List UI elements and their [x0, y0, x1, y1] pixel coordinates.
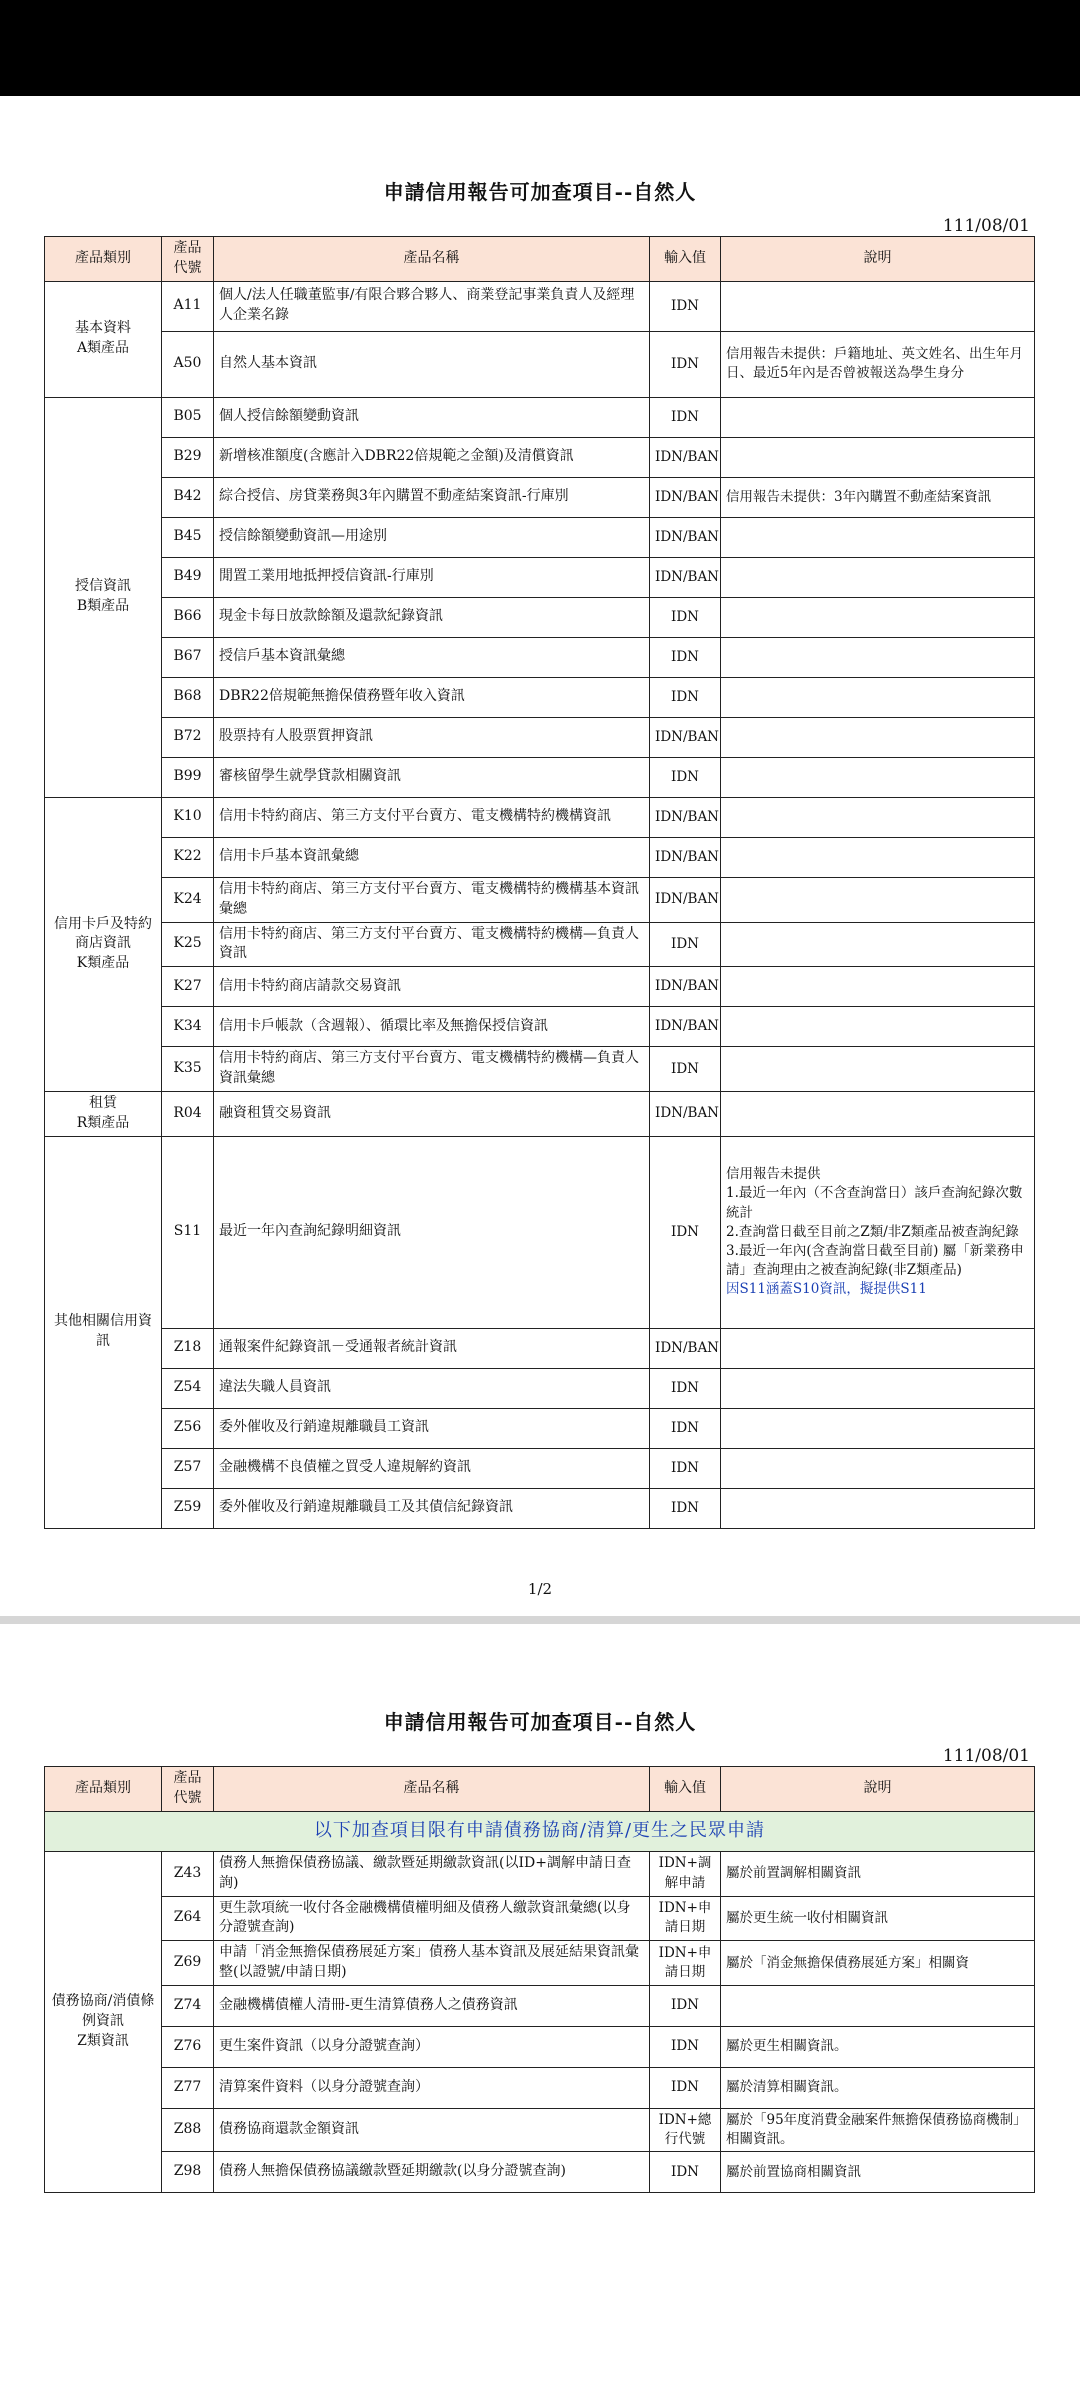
- document-page-1: [0, 96, 1080, 1616]
- table-row: [45, 477, 1035, 517]
- product-name-cell: 自然人基本資訊: [214, 331, 650, 397]
- product-code-cell: K27: [162, 967, 214, 1007]
- input-value-cell: IDN: [650, 1136, 721, 1328]
- product-code-cell: Z74: [162, 1986, 214, 2027]
- page-title-2: 申請信用報告可加查項目--自然人: [383, 1710, 697, 1734]
- input-value-cell: IDN: [650, 677, 721, 717]
- input-value-cell: IDN: [650, 2027, 721, 2068]
- input-value-cell: IDN: [650, 2068, 721, 2109]
- product-code-cell: Z57: [162, 1448, 214, 1488]
- product-name-cell: 授信餘額變動資訊—用途別: [214, 517, 650, 557]
- input-value-cell: IDN: [650, 2152, 721, 2193]
- input-value-cell: IDN: [650, 637, 721, 677]
- description-text: 屬於「消金無擔保債務展延方案」相關資: [726, 1954, 969, 1971]
- category-cell: 其他相關信用資訊: [45, 1136, 162, 1528]
- category-cell: 信用卡戶及特約商店資訊 K類產品: [45, 797, 162, 1091]
- input-value-cell: IDN/BAN: [650, 717, 721, 757]
- input-value-cell: IDN/BAN: [650, 877, 721, 922]
- table-row: [45, 1092, 1035, 1137]
- input-value-cell: IDN/BAN: [650, 967, 721, 1007]
- document-date-2: 111/08/01: [942, 1746, 1030, 1766]
- table-row: [45, 1368, 1035, 1408]
- product-code-cell: K24: [162, 877, 214, 922]
- table-row: [45, 877, 1035, 922]
- product-name-cell: 債務人無擔保債務協議繳款暨延期繳款(以身分證號查詢): [214, 2152, 650, 2193]
- product-name-cell: 清算案件資料（以身分證號查詢）: [214, 2068, 650, 2109]
- description-cell: [721, 477, 1035, 517]
- product-code-cell: A50: [162, 331, 214, 397]
- product-code-cell: Z54: [162, 1368, 214, 1408]
- table-header-row-2: [45, 1767, 1035, 1812]
- table-row: [45, 1328, 1035, 1368]
- description-cell: [721, 1368, 1035, 1408]
- product-code-cell: Z18: [162, 1328, 214, 1368]
- header-category: 產品類別: [45, 237, 162, 282]
- input-value-cell: IDN/BAN: [650, 837, 721, 877]
- table-row: [45, 557, 1035, 597]
- header-code: 產品代號: [162, 237, 214, 282]
- page-number: 1/2: [527, 1580, 553, 1598]
- product-code-cell: B45: [162, 517, 214, 557]
- product-code-cell: Z43: [162, 1851, 214, 1896]
- description-text: 屬於前置協商相關資訊: [726, 2163, 861, 2180]
- input-value-cell: IDN/BAN: [650, 557, 721, 597]
- input-value-cell: IDN+申請日期: [650, 1896, 721, 1941]
- product-code-cell: B66: [162, 597, 214, 637]
- header-code-2: 產品代號: [162, 1767, 214, 1812]
- input-value-cell: IDN/BAN: [650, 1328, 721, 1368]
- product-name-cell: 信用卡特約商店、第三方支付平台賣方、電支機構特約機構—負責人資訊: [214, 922, 650, 967]
- input-value-cell: IDN+申請日期: [650, 1941, 721, 1986]
- table-row: [45, 2027, 1035, 2068]
- table-row: [45, 281, 1035, 331]
- product-name-cell: 申請「消金無擔保債務展延方案」債務人基本資訊及展延結果資訊彙整(以證號/申請日期): [214, 1941, 650, 1986]
- product-code-cell: Z59: [162, 1488, 214, 1528]
- table-row: [45, 331, 1035, 397]
- input-value-cell: IDN: [650, 1986, 721, 2027]
- table-row: [45, 677, 1035, 717]
- table-row: [45, 717, 1035, 757]
- product-code-cell: K35: [162, 1047, 214, 1092]
- description-note: 因S11涵蓋S10資訊，擬提供S11: [726, 1281, 927, 1298]
- description-cell: [721, 1851, 1035, 1896]
- description-cell: [721, 637, 1035, 677]
- table-row: [45, 1408, 1035, 1448]
- product-name-cell: 信用卡特約商店、第三方支付平台賣方、電支機構特約機構基本資訊彙總: [214, 877, 650, 922]
- product-name-cell: 信用卡特約商店、第三方支付平台賣方、電支機構特約機構資訊: [214, 797, 650, 837]
- input-value-cell: IDN: [650, 1047, 721, 1092]
- description-cell: [721, 797, 1035, 837]
- product-code-cell: B67: [162, 637, 214, 677]
- description-text: 屬於清算相關資訊。: [726, 2079, 848, 2096]
- product-name-cell: 信用卡特約商店、第三方支付平台賣方、電支機構特約機構—負責人資訊彙總: [214, 1047, 650, 1092]
- category-cell: 債務協商/消債條例資訊 Z類資訊: [45, 1851, 162, 2193]
- description-cell: [721, 1941, 1035, 1986]
- description-cell: [721, 1007, 1035, 1047]
- product-name-cell: 綜合授信、房貸業務與3年內購置不動產結案資訊-行庫別: [214, 477, 650, 517]
- description-text: 屬於前置調解相關資訊: [726, 1865, 861, 1882]
- product-code-cell: R04: [162, 1092, 214, 1137]
- product-name-cell: 金融機構債權人清冊-更生清算債務人之債務資訊: [214, 1986, 650, 2027]
- product-name-cell: 委外催收及行銷違規離職員工及其債信紀錄資訊: [214, 1488, 650, 1528]
- category-cell: 授信資訊 B類產品: [45, 397, 162, 797]
- restriction-banner-row: [45, 1811, 1035, 1851]
- category-cell: 租賃 R類產品: [45, 1092, 162, 1137]
- input-value-cell: IDN/BAN: [650, 1092, 721, 1137]
- product-code-cell: Z98: [162, 2152, 214, 2193]
- product-name-cell: 違法失職人員資訊: [214, 1368, 650, 1408]
- description-cell: [721, 877, 1035, 922]
- input-value-cell: IDN/BAN: [650, 517, 721, 557]
- product-name-cell: 授信戶基本資訊彙總: [214, 637, 650, 677]
- input-value-cell: IDN: [650, 1368, 721, 1408]
- table-row: [45, 637, 1035, 677]
- table-row: [45, 1986, 1035, 2027]
- description-cell: [721, 437, 1035, 477]
- table-row: [45, 437, 1035, 477]
- description-cell: [721, 1092, 1035, 1137]
- description-cell: [721, 2152, 1035, 2193]
- product-name-cell: 通報案件紀錄資訊－受通報者統計資訊: [214, 1328, 650, 1368]
- product-code-cell: B42: [162, 477, 214, 517]
- table-row: [45, 2109, 1035, 2152]
- table-row: [45, 837, 1035, 877]
- product-name-cell: 金融機構不良債權之買受人違規解約資訊: [214, 1448, 650, 1488]
- product-name-cell: 信用卡戶帳款（含週報）、循環比率及無擔保授信資訊: [214, 1007, 650, 1047]
- description-text: 屬於「95年度消費金融案件無擔保債務協商機制」相關資訊。: [726, 2112, 1027, 2148]
- description-cell: [721, 922, 1035, 967]
- product-code-cell: Z76: [162, 2027, 214, 2068]
- input-value-cell: IDN: [650, 281, 721, 331]
- product-name-cell: 信用卡特約商店請款交易資訊: [214, 967, 650, 1007]
- description-cell: [721, 967, 1035, 1007]
- product-code-cell: K22: [162, 837, 214, 877]
- input-value-cell: IDN: [650, 1488, 721, 1528]
- table-row: [45, 1941, 1035, 1986]
- product-code-cell: K25: [162, 922, 214, 967]
- product-code-cell: B49: [162, 557, 214, 597]
- table-row: [45, 1136, 1035, 1328]
- product-code-cell: Z64: [162, 1896, 214, 1941]
- description-cell: [721, 1986, 1035, 2027]
- category-cell: 基本資料 A類產品: [45, 281, 162, 397]
- description-cell: [721, 517, 1035, 557]
- product-code-cell: B68: [162, 677, 214, 717]
- page-divider: [0, 1616, 1080, 1624]
- product-code-cell: Z56: [162, 1408, 214, 1448]
- table-row: [45, 1851, 1035, 1896]
- header-name-2: 產品名稱: [214, 1767, 650, 1812]
- table-row: [45, 1488, 1035, 1528]
- description-cell: [721, 1896, 1035, 1941]
- product-code-cell: B05: [162, 397, 214, 437]
- input-value-cell: IDN: [650, 922, 721, 967]
- table-row: [45, 1896, 1035, 1941]
- table-row: [45, 517, 1035, 557]
- table-row: [45, 1448, 1035, 1488]
- page-title: 申請信用報告可加查項目--自然人: [383, 180, 697, 204]
- product-name-cell: 個人/法人任職董監事/有限合夥合夥人、商業登記事業負責人及經理人企業名錄: [214, 281, 650, 331]
- product-name-cell: 債務協商還款金額資訊: [214, 2109, 650, 2152]
- document-page-2: [0, 1624, 1080, 2400]
- header-input-2: 輸入值: [650, 1767, 721, 1812]
- product-code-cell: B29: [162, 437, 214, 477]
- product-name-cell: 融資租賃交易資訊: [214, 1092, 650, 1137]
- input-value-cell: IDN: [650, 1408, 721, 1448]
- description-text: 信用報告未提供：3年內購置不動產結案資訊: [726, 488, 992, 505]
- product-name-cell: 更生款項統一收付各金融機構債權明細及債務人繳款資訊彙總(以身分證號查詢): [214, 1896, 650, 1941]
- product-table-page-2: [44, 1766, 1035, 2193]
- description-cell: [721, 1136, 1035, 1328]
- table-row: [45, 1047, 1035, 1092]
- header-name: 產品名稱: [214, 237, 650, 282]
- input-value-cell: IDN: [650, 331, 721, 397]
- table-row: [45, 1007, 1035, 1047]
- restriction-banner: 以下加查項目限有申請債務協商/清算/更生之民眾申請: [45, 1811, 1035, 1851]
- description-cell: [721, 1047, 1035, 1092]
- table-row: [45, 967, 1035, 1007]
- product-name-cell: 委外催收及行銷違規離職員工資訊: [214, 1408, 650, 1448]
- product-code-cell: S11: [162, 1136, 214, 1328]
- product-code-cell: B99: [162, 757, 214, 797]
- header-description-2: 說明: [721, 1767, 1035, 1812]
- product-name-cell: DBR22倍規範無擔保債務暨年收入資訊: [214, 677, 650, 717]
- table-row: [45, 2152, 1035, 2193]
- product-name-cell: 閒置工業用地抵押授信資訊-行庫別: [214, 557, 650, 597]
- table-row: [45, 797, 1035, 837]
- description-cell: [721, 557, 1035, 597]
- header-input: 輸入值: [650, 237, 721, 282]
- description-cell: [721, 1448, 1035, 1488]
- product-name-cell: 個人授信餘額變動資訊: [214, 397, 650, 437]
- product-code-cell: Z88: [162, 2109, 214, 2152]
- status-bar: [0, 0, 1080, 96]
- description-cell: [721, 2109, 1035, 2152]
- table-row: [45, 757, 1035, 797]
- table-row: [45, 2068, 1035, 2109]
- product-code-cell: A11: [162, 281, 214, 331]
- description-cell: [721, 281, 1035, 331]
- description-text: 屬於更生統一收付相關資訊: [726, 1909, 888, 1926]
- product-name-cell: 審核留學生就學貸款相關資訊: [214, 757, 650, 797]
- input-value-cell: IDN/BAN: [650, 1007, 721, 1047]
- product-name-cell: 最近一年內查詢紀錄明細資訊: [214, 1136, 650, 1328]
- description-cell: [721, 757, 1035, 797]
- description-cell: [721, 1408, 1035, 1448]
- input-value-cell: IDN: [650, 397, 721, 437]
- description-text: 信用報告未提供：戶籍地址、英文姓名、出生年月日、最近5年內是否曾被報送為學生身分: [726, 346, 1023, 382]
- description-cell: [721, 2068, 1035, 2109]
- input-value-cell: IDN+總行代號: [650, 2109, 721, 2152]
- product-name-cell: 更生案件資訊（以身分證號查詢）: [214, 2027, 650, 2068]
- table-row: [45, 597, 1035, 637]
- product-code-cell: Z77: [162, 2068, 214, 2109]
- product-code-cell: B72: [162, 717, 214, 757]
- document-date: 111/08/01: [942, 216, 1030, 236]
- description-cell: [721, 677, 1035, 717]
- description-text: 屬於更生相關資訊。: [726, 2038, 848, 2055]
- input-value-cell: IDN/BAN: [650, 477, 721, 517]
- input-value-cell: IDN/BAN: [650, 437, 721, 477]
- header-category-2: 產品類別: [45, 1767, 162, 1812]
- description-cell: [721, 331, 1035, 397]
- input-value-cell: IDN: [650, 597, 721, 637]
- header-description: 說明: [721, 237, 1035, 282]
- description-cell: [721, 1328, 1035, 1368]
- product-name-cell: 新增核准額度(含應計入DBR22倍規範之金額)及清償資訊: [214, 437, 650, 477]
- table-row: [45, 397, 1035, 437]
- product-code-cell: K10: [162, 797, 214, 837]
- description-cell: [721, 837, 1035, 877]
- description-cell: [721, 717, 1035, 757]
- description-cell: [721, 1488, 1035, 1528]
- table-row: [45, 922, 1035, 967]
- product-code-cell: Z69: [162, 1941, 214, 1986]
- product-table-page-1: [44, 236, 1035, 1529]
- product-name-cell: 債務人無擔保債務協議、繳款暨延期繳款資訊(以ID+調解申請日查詢): [214, 1851, 650, 1896]
- description-cell: [721, 2027, 1035, 2068]
- input-value-cell: IDN: [650, 1448, 721, 1488]
- product-name-cell: 股票持有人股票質押資訊: [214, 717, 650, 757]
- input-value-cell: IDN: [650, 757, 721, 797]
- input-value-cell: IDN/BAN: [650, 797, 721, 837]
- table-header-row: [45, 237, 1035, 282]
- product-name-cell: 現金卡每日放款餘額及還款紀錄資訊: [214, 597, 650, 637]
- product-code-cell: K34: [162, 1007, 214, 1047]
- product-name-cell: 信用卡戶基本資訊彙總: [214, 837, 650, 877]
- description-text: 信用報告未提供 1.最近一年內（不含查詢當日）該戶查詢紀錄次數統計 2.查詢當日截至目前之Z類/非Z類產品被查詢紀錄 3.最近一年內(含查詢當日截至目前) 屬「新業務申請」查詢理由之被查詢紀錄(非Z類產品): [726, 1166, 1024, 1278]
- input-value-cell: IDN+調解申請: [650, 1851, 721, 1896]
- description-cell: [721, 397, 1035, 437]
- description-cell: [721, 597, 1035, 637]
